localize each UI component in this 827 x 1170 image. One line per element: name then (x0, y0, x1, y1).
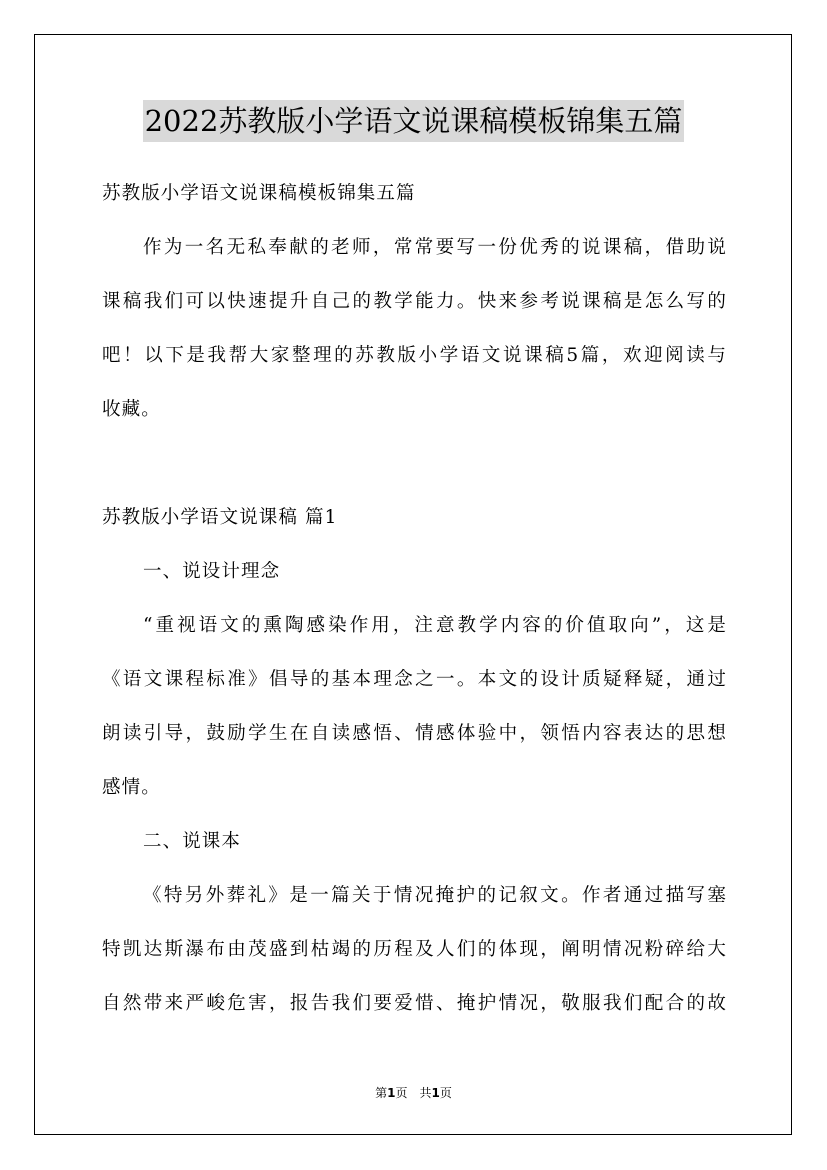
page-footer (0, 1085, 827, 1101)
section1-line-2: 《语文课程标准》倡导的基本理念之一。本文的设计质疑释疑，通过 (102, 669, 727, 690)
section1-line-4: 感情。 (102, 777, 161, 798)
document-title: 2022苏教版小学语文说课稿模板锦集五篇 (143, 100, 685, 142)
section2-line-1: 《特另外葬礼》是一篇关于情况掩护的记叙文。作者通过描写塞 (143, 885, 727, 906)
footer-page-mid: 页 共 (395, 1086, 432, 1100)
section1-line-1: “重视语文的熏陶感染作用，注意教学内容的价值取向”，这是 (143, 615, 727, 636)
intro-line-3: 吧！以下是我帮大家整理的苏教版小学语文说课稿5篇，欢迎阅读与 (102, 345, 727, 366)
section-heading-2: 二、说课本 (143, 831, 242, 852)
footer-page-suffix: 页 (439, 1086, 452, 1100)
intro-line-4: 收藏。 (102, 399, 161, 420)
section-heading-1: 一、说设计理念 (143, 561, 281, 582)
footer-page-total: 1 (431, 1086, 440, 1100)
section1-line-3: 朗读引导，鼓励学生在自读感悟、情感体验中，领悟内容表达的思想 (102, 723, 727, 744)
title-container (0, 100, 827, 142)
section2-line-3: 自然带来严峻危害，报告我们要爱惜、掩护情况，敬服我们配合的故 (102, 993, 727, 1014)
article-heading: 苏教版小学语文说课稿 篇1 (102, 507, 338, 528)
intro-line-1: 作为一名无私奉献的老师，常常要写一份优秀的说课稿，借助说 (143, 237, 727, 258)
footer-page-current: 1 (387, 1086, 396, 1100)
footer-page-prefix: 第 (375, 1086, 388, 1100)
section2-line-2: 特凯达斯瀑布由茂盛到枯竭的历程及人们的体现，阐明情况粉碎给大 (102, 939, 727, 960)
document-subtitle: 苏教版小学语文说课稿模板锦集五篇 (102, 183, 416, 204)
intro-line-2: 课稿我们可以快速提升自己的教学能力。快来参考说课稿是怎么写的 (102, 291, 727, 312)
